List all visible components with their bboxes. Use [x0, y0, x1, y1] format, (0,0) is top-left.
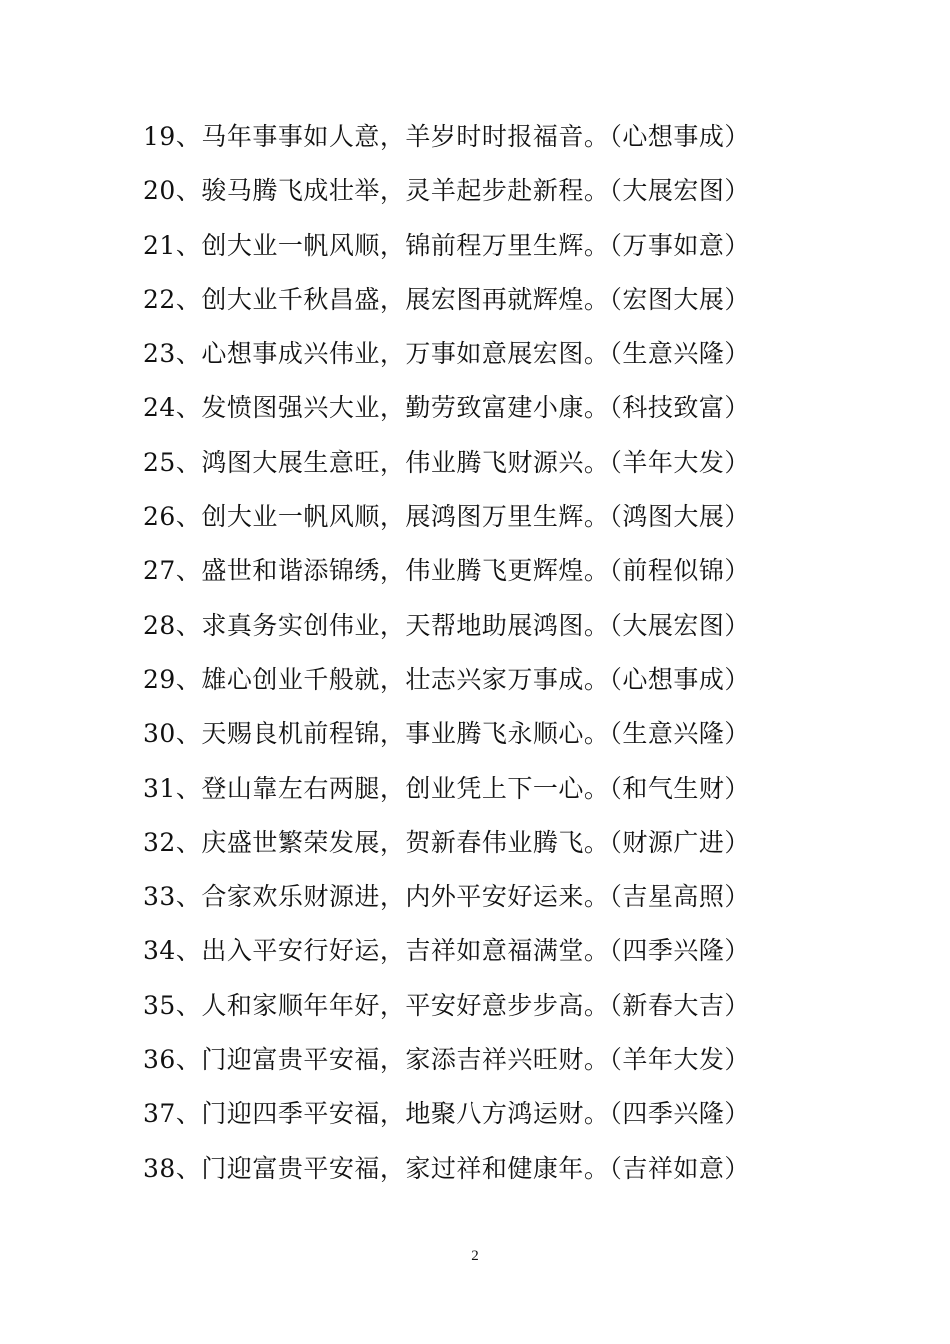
couplet-number: 34	[143, 936, 176, 966]
couplet-text: 、心想事成兴伟业，万事如意展宏图。（生意兴隆）	[175, 339, 750, 369]
couplet-text: 、门迎四季平安福，地聚八方鸿运财。（四季兴隆）	[175, 1099, 750, 1129]
couplet-text: 、创大业一帆风顺，展鸿图万里生辉。（鸿图大展）	[175, 502, 750, 532]
couplet-text: 、鸿图大展生意旺，伟业腾飞财源兴。（羊年大发）	[175, 447, 750, 477]
couplet-text: 、人和家顺年年好，平安好意步步高。（新春大吉）	[175, 990, 750, 1020]
couplet-line	[143, 327, 823, 381]
couplet-number: 37	[143, 1099, 176, 1129]
couplet-line	[143, 544, 823, 598]
couplet-number: 23	[143, 339, 176, 369]
couplet-text: 、雄心创业千般就，壮志兴家万事成。（心想事成）	[175, 664, 750, 694]
couplet-line	[143, 924, 823, 978]
couplet-text: 、创大业一帆风顺，锦前程万里生辉。（万事如意）	[175, 230, 750, 260]
couplet-number: 26	[143, 502, 176, 532]
couplet-list	[143, 110, 823, 1196]
couplet-number: 29	[143, 664, 176, 694]
couplet-text: 、门迎富贵平安福，家过祥和健康年。（吉祥如意）	[175, 1153, 750, 1183]
couplet-number: 36	[143, 1045, 176, 1075]
couplet-line	[143, 816, 823, 870]
couplet-text: 、骏马腾飞成壮举，灵羊起步赴新程。（大展宏图）	[175, 176, 750, 206]
couplet-line	[143, 979, 823, 1033]
couplet-number: 25	[143, 447, 176, 477]
couplet-line	[143, 273, 823, 327]
couplet-text: 、门迎富贵平安福，家添吉祥兴旺财。（羊年大发）	[175, 1045, 750, 1075]
couplet-line	[143, 490, 823, 544]
couplet-line	[143, 1087, 823, 1141]
couplet-number: 31	[143, 773, 176, 803]
couplet-text: 、合家欢乐财源进，内外平安好运来。（吉星高照）	[175, 882, 750, 912]
couplet-line	[143, 707, 823, 761]
couplet-number: 24	[143, 393, 176, 423]
couplet-number: 28	[143, 610, 176, 640]
couplet-line	[143, 381, 823, 435]
couplet-line	[143, 110, 823, 164]
couplet-text: 、求真务实创伟业，天帮地助展鸿图。（大展宏图）	[175, 610, 750, 640]
couplet-line	[143, 1142, 823, 1196]
couplet-text: 、发愤图强兴大业，勤劳致富建小康。（科技致富）	[175, 393, 750, 423]
couplet-line	[143, 1033, 823, 1087]
couplet-line	[143, 870, 823, 924]
couplet-number: 30	[143, 719, 176, 749]
couplet-number: 35	[143, 990, 176, 1020]
couplet-number: 38	[143, 1153, 176, 1183]
couplet-text: 、创大业千秋昌盛，展宏图再就辉煌。（宏图大展）	[175, 284, 750, 314]
couplet-number: 32	[143, 827, 176, 857]
couplet-number: 20	[143, 176, 176, 206]
couplet-line	[143, 653, 823, 707]
couplet-number: 27	[143, 556, 176, 586]
page-number: 2	[471, 1248, 479, 1264]
couplet-line	[143, 762, 823, 816]
couplet-text: 、登山靠左右两腿，创业凭上下一心。（和气生财）	[175, 773, 750, 803]
couplet-line	[143, 164, 823, 218]
couplet-line	[143, 219, 823, 273]
couplet-text: 、出入平安行好运，吉祥如意福满堂。（四季兴隆）	[175, 936, 750, 966]
couplet-line	[143, 436, 823, 490]
couplet-line	[143, 599, 823, 653]
couplet-text: 、马年事事如人意，羊岁时时报福音。（心想事成）	[175, 122, 750, 151]
couplet-text: 、盛世和谐添锦绣，伟业腾飞更辉煌。（前程似锦）	[175, 556, 750, 586]
couplet-text: 、庆盛世繁荣发展，贺新春伟业腾飞。（财源广进）	[175, 827, 750, 857]
couplet-text: 、天赐良机前程锦，事业腾飞永顺心。（生意兴隆）	[175, 719, 750, 749]
couplet-number: 21	[143, 230, 176, 260]
couplet-number: 33	[143, 882, 176, 912]
couplet-number: 22	[143, 284, 176, 314]
couplet-number: 19	[143, 122, 176, 151]
